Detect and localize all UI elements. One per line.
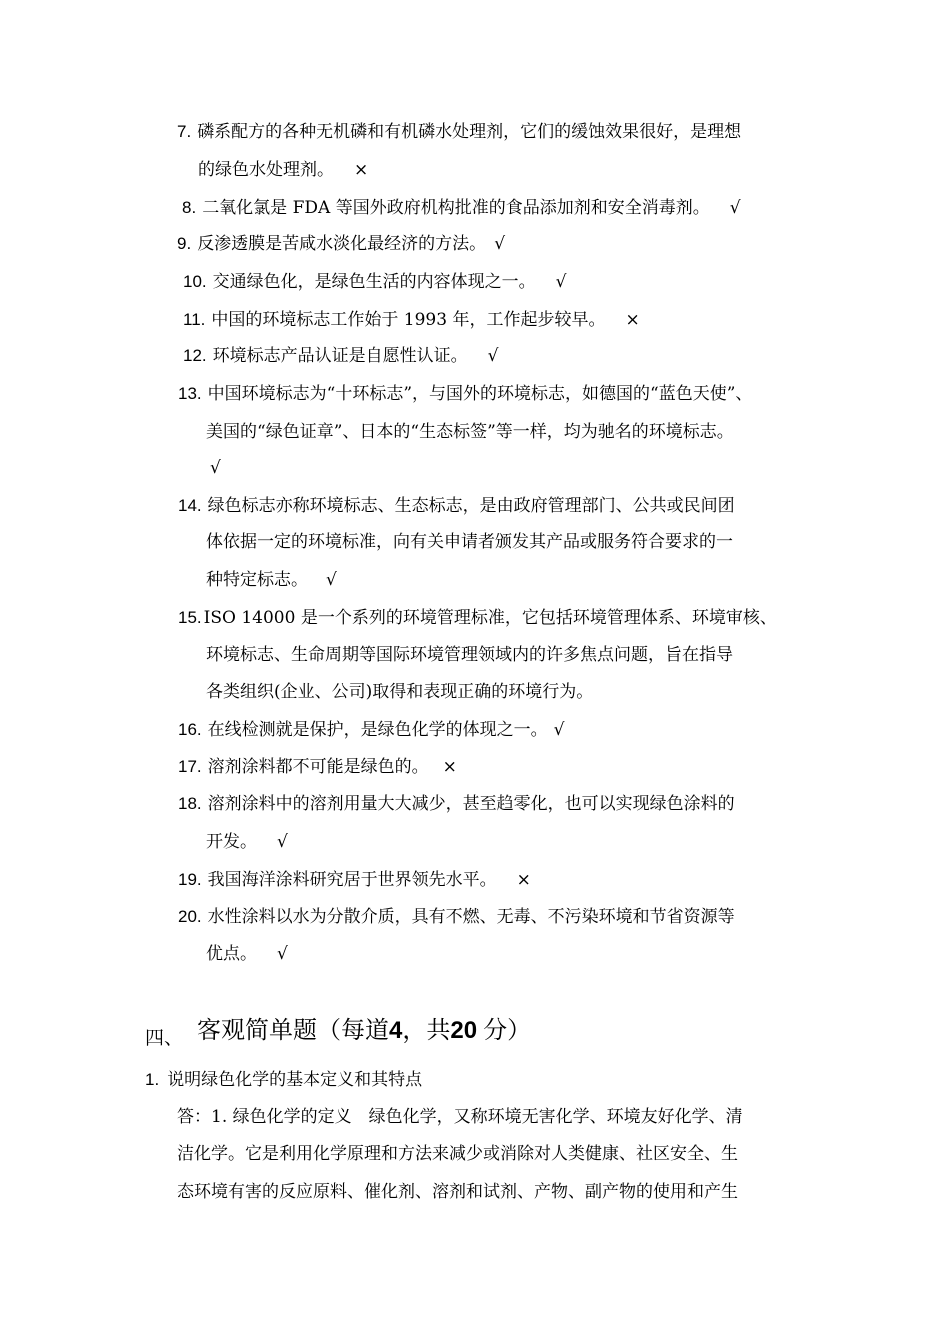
item-text: 水性涂料以水为分散介质，具有不燃、无毒、不污染环境和节省资源等	[207, 907, 735, 927]
item-text: 中国的环境标志工作始于 1993 年，工作起步较早。	[211, 310, 606, 330]
list-item-18-cont	[206, 830, 288, 854]
list-item-17	[178, 755, 457, 779]
answer-mark: √	[729, 198, 741, 218]
question-number: 1.	[145, 1070, 160, 1089]
list-item-15-cont	[206, 643, 733, 667]
answer-mark: ×	[516, 870, 531, 890]
list-item-12	[183, 344, 498, 368]
answer-line	[177, 1105, 743, 1129]
section-title-prefix: 客观简单题（每道	[197, 1016, 390, 1044]
list-item-10	[183, 270, 566, 294]
answer-mark: ×	[442, 757, 457, 777]
list-item-9	[177, 232, 505, 256]
item-number: 17.	[178, 757, 202, 776]
item-text: 环境标志产品认证是自愿性认证。	[212, 346, 468, 366]
item-number: 11.	[183, 310, 206, 329]
item-text: 的绿色水处理剂。	[198, 160, 334, 180]
item-number: 20.	[178, 907, 202, 926]
answer-mark: √	[494, 234, 506, 254]
answer-text: 答：1. 绿色化学的定义 绿色化学，又称环境无害化学、环境友好化学、清	[177, 1107, 743, 1127]
item-text: 二氧化氯是 FDA 等国外政府机构批准的食品添加剂和安全消毒剂。	[202, 198, 710, 218]
list-item-20-cont	[206, 942, 288, 966]
question-text: 说明绿色化学的基本定义和其特点	[167, 1070, 423, 1090]
answer-mark: √	[210, 458, 221, 478]
item-text: 各类组织(企业、公司)取得和表现正确的环境行为。	[206, 682, 594, 702]
list-item-7	[177, 120, 741, 144]
item-number: 19.	[178, 870, 202, 889]
list-item-15	[178, 606, 777, 630]
item-text: 反渗透膜是苦咸水淡化最经济的方法。	[197, 234, 487, 254]
item-text: 美国的“绿色证章”、日本的“生态标签”等一样，均为驰名的环境标志。	[206, 422, 734, 442]
section-total: 20	[450, 1017, 478, 1044]
list-item-14-cont	[206, 568, 337, 592]
answer-mark: √	[277, 832, 288, 852]
answer-mark: √	[555, 272, 567, 292]
list-item-13-cont	[206, 420, 734, 444]
item-number: 13.	[178, 384, 202, 403]
item-number: 16.	[178, 720, 202, 739]
item-text: 环境标志、生命周期等国际环境管理领域内的许多焦点问题，旨在指导	[206, 645, 733, 665]
answer-line	[177, 1180, 738, 1204]
answer-mark: ×	[354, 160, 369, 180]
list-item-13	[178, 382, 752, 406]
list-item-18	[178, 792, 735, 816]
list-item-13-cont	[210, 456, 221, 480]
answer-mark: √	[326, 570, 337, 590]
item-text: 体依据一定的环境标准，向有关申请者颁发其产品或服务符合要求的一	[206, 532, 733, 552]
item-text: 磷系配方的各种无机磷和有机磷水处理剂，它们的缓蚀效果很好，是理想	[197, 122, 742, 142]
item-number: 10.	[183, 272, 207, 291]
item-text: 溶剂涂料都不可能是绿色的。	[207, 757, 429, 777]
section-title-suffix: 分）	[483, 1016, 532, 1044]
question-1	[145, 1068, 422, 1092]
item-text: 中国环境标志为“十环标志”，与国外的环境标志，如德国的“蓝色天使”、	[207, 384, 753, 404]
answer-mark: √	[553, 720, 565, 740]
section-index: 四、	[145, 1027, 184, 1049]
item-text: 我国海洋涂料研究居于世界领先水平。	[207, 870, 497, 890]
section-per-item: 4	[389, 1017, 403, 1044]
list-item-14-cont	[206, 530, 733, 554]
list-item-16	[178, 718, 564, 742]
item-number: 18.	[178, 794, 202, 813]
list-item-8	[182, 196, 741, 220]
list-item-7-cont	[198, 158, 368, 182]
item-text: 溶剂涂料中的溶剂用量大大减少，甚至趋零化，也可以实现绿色涂料的	[207, 794, 735, 814]
list-item-11	[183, 308, 640, 332]
answer-mark: ×	[625, 310, 640, 330]
answer-line	[177, 1142, 738, 1166]
answer-mark: √	[277, 944, 288, 964]
answer-text: 态环境有害的反应原料、催化剂、溶剂和试剂、产物、副产物的使用和产生	[177, 1182, 738, 1202]
item-text: 种特定标志。	[206, 570, 308, 590]
item-number: 12.	[183, 346, 207, 365]
item-text: 绿色标志亦称环境标志、生态标志，是由政府管理部门、公共或民间团	[207, 496, 735, 516]
item-number: 9.	[177, 234, 192, 253]
item-number: 8.	[182, 198, 197, 217]
section-heading	[145, 1014, 531, 1048]
item-text: 在线检测就是保护，是绿色化学的体现之一。	[207, 720, 548, 740]
list-item-20	[178, 905, 735, 929]
answer-mark: √	[487, 346, 499, 366]
item-text: 交通绿色化，是绿色生活的内容体现之一。	[212, 272, 536, 292]
item-number: 15.	[178, 608, 202, 627]
item-number: 7.	[177, 122, 192, 141]
list-item-19	[178, 868, 531, 892]
list-item-14	[178, 494, 735, 518]
section-title-sep: ，共	[402, 1016, 451, 1044]
item-number: 14.	[178, 496, 202, 515]
item-text: 开发。	[206, 832, 257, 852]
item-text: 优点。	[206, 944, 257, 964]
item-text: ISO 14000 是一个系列的环境管理标准，它包括环境管理体系、环境审核、	[203, 608, 777, 628]
list-item-15-cont	[206, 680, 593, 704]
answer-text: 洁化学。它是利用化学原理和方法来减少或消除对人类健康、社区安全、生	[177, 1144, 738, 1164]
